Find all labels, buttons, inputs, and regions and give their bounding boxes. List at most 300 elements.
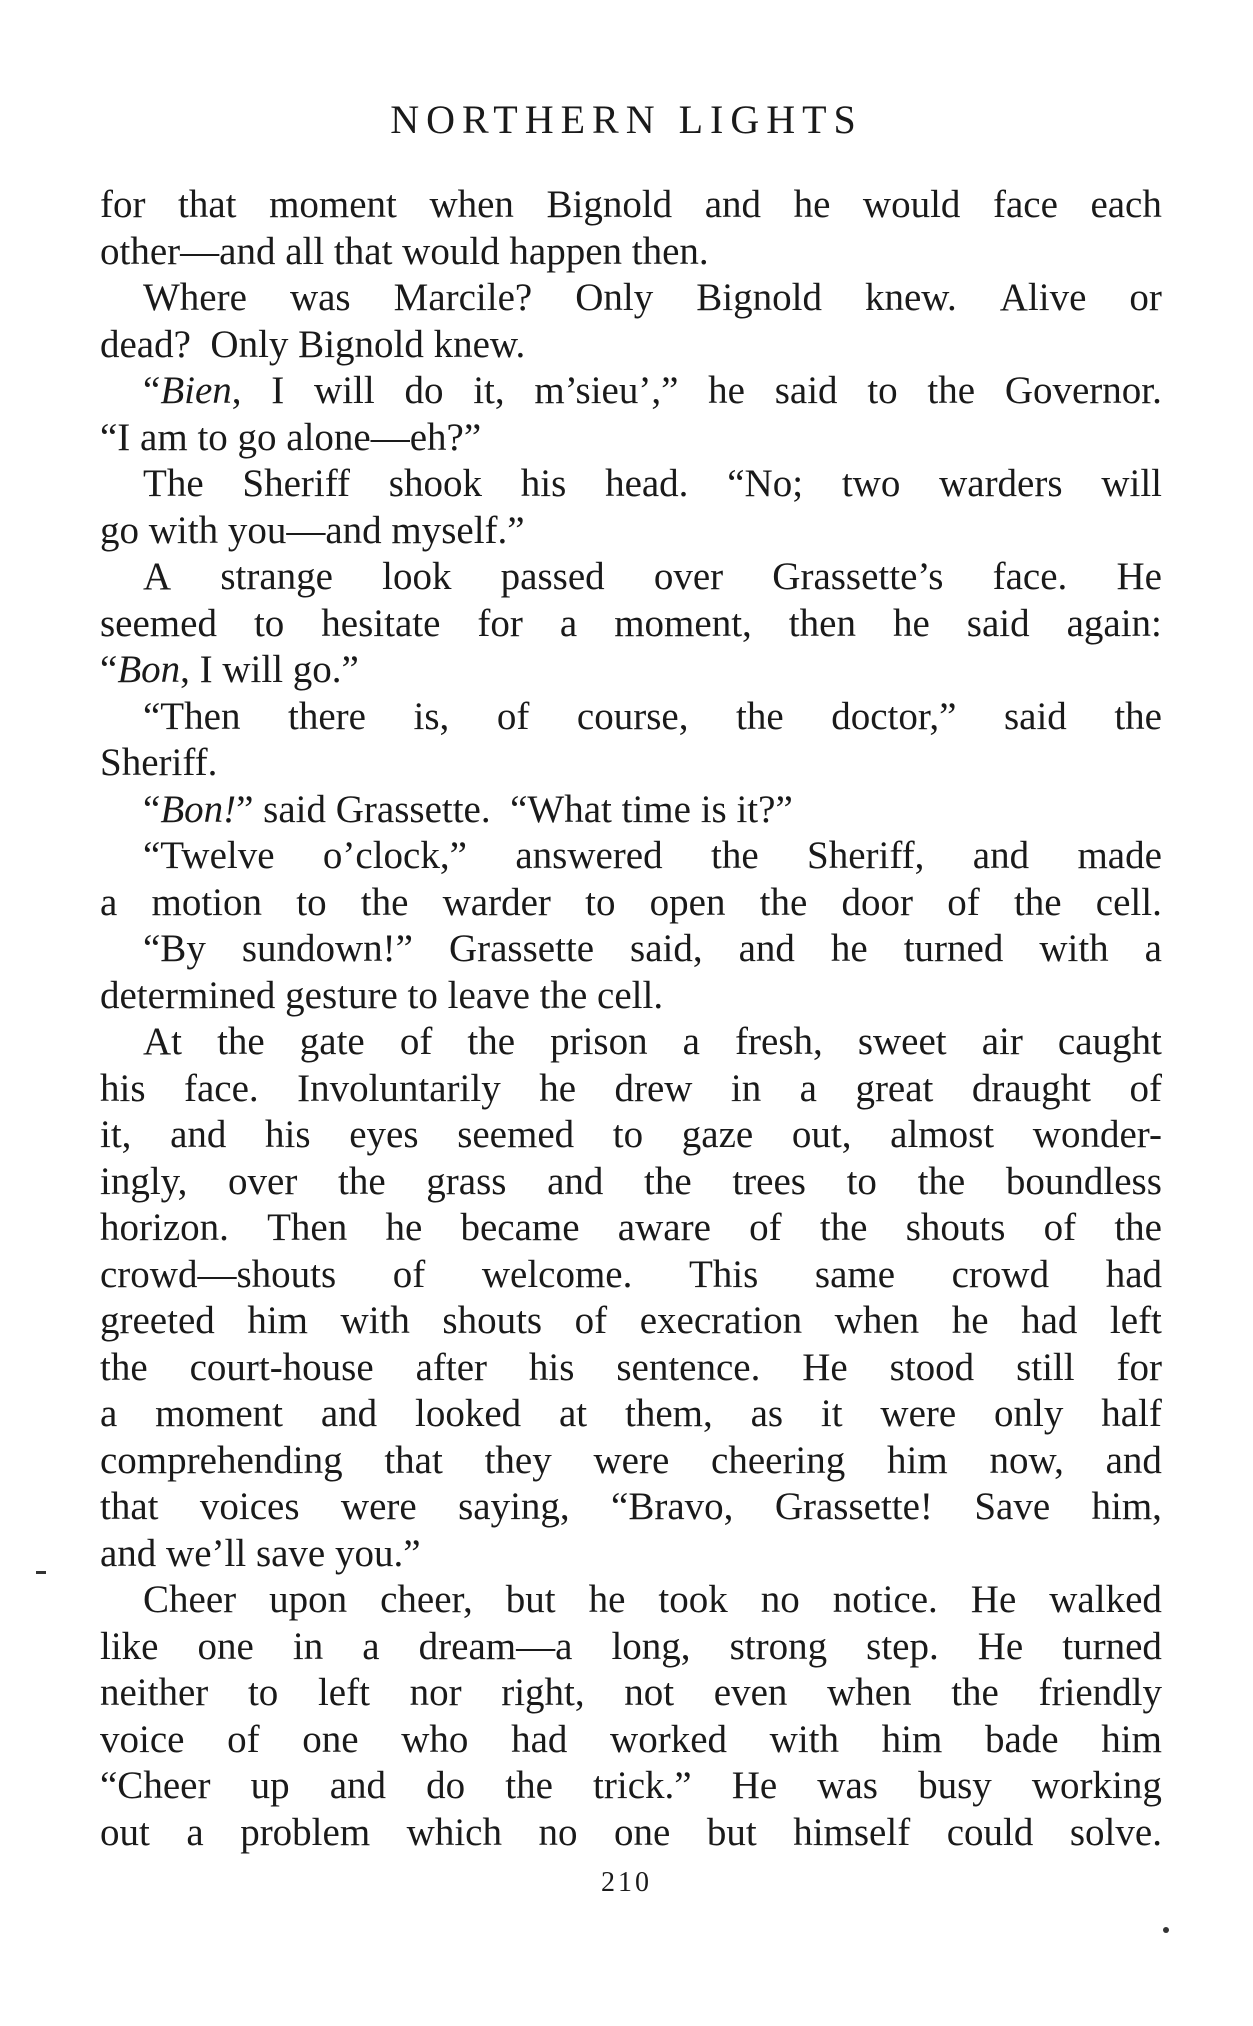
text-line bbox=[100, 508, 1162, 555]
word: passed bbox=[500, 555, 605, 598]
word: to bbox=[253, 601, 285, 645]
word: with bbox=[769, 1717, 840, 1761]
word: had bbox=[1105, 1252, 1162, 1296]
word: the bbox=[217, 1020, 265, 1063]
word: one bbox=[302, 1717, 359, 1761]
word: the bbox=[951, 1671, 999, 1714]
word: still bbox=[1016, 1345, 1075, 1389]
word: look bbox=[382, 555, 452, 598]
word: his bbox=[265, 1113, 311, 1156]
ink-speck bbox=[1163, 1927, 1169, 1933]
word: face bbox=[992, 183, 1058, 226]
word: who bbox=[401, 1717, 469, 1761]
word: will bbox=[314, 369, 375, 412]
word: of bbox=[1129, 1066, 1162, 1110]
word: said bbox=[774, 369, 838, 412]
word: his bbox=[100, 1066, 146, 1110]
word: he bbox=[951, 1299, 989, 1342]
word: and bbox=[320, 1392, 378, 1435]
word: He bbox=[731, 1764, 778, 1807]
word: were bbox=[340, 1485, 417, 1528]
text-line bbox=[100, 1577, 1162, 1624]
word: boundless bbox=[1005, 1159, 1162, 1203]
word: one bbox=[197, 1624, 254, 1668]
word: ingly, bbox=[100, 1159, 188, 1203]
word: draught bbox=[971, 1066, 1091, 1110]
word: shouts bbox=[905, 1206, 1006, 1249]
word: it, bbox=[473, 369, 505, 412]
body-text bbox=[100, 182, 1162, 1856]
word: drew bbox=[614, 1066, 693, 1110]
word: Bignold bbox=[546, 183, 673, 226]
running-head: NORTHERN LIGHTS bbox=[390, 97, 863, 142]
text-line bbox=[100, 787, 1162, 834]
word: Where bbox=[143, 276, 247, 319]
word: comprehending bbox=[100, 1438, 343, 1482]
word: to bbox=[867, 369, 898, 412]
word: they bbox=[484, 1438, 552, 1482]
word: face. bbox=[183, 1066, 259, 1110]
word: working bbox=[1031, 1764, 1162, 1807]
word: motion bbox=[151, 880, 263, 924]
word: execration bbox=[639, 1299, 803, 1342]
word: the bbox=[505, 1764, 553, 1807]
word: the bbox=[927, 369, 976, 412]
word: or bbox=[1129, 276, 1162, 319]
text-line bbox=[100, 1112, 1162, 1159]
word: said bbox=[1003, 694, 1067, 738]
word: of bbox=[392, 1252, 426, 1296]
word: do bbox=[404, 369, 444, 412]
word: head. bbox=[605, 462, 689, 505]
text-line bbox=[100, 1019, 1162, 1066]
word: “Bravo, bbox=[611, 1485, 734, 1528]
word: bade bbox=[985, 1717, 1059, 1761]
word: the bbox=[644, 1159, 692, 1203]
word: a bbox=[682, 1020, 700, 1063]
word: of bbox=[496, 694, 530, 738]
text-line bbox=[100, 833, 1162, 880]
text-line bbox=[100, 1624, 1162, 1671]
text-line bbox=[100, 1717, 1162, 1764]
word: grass bbox=[426, 1159, 507, 1203]
word: the bbox=[917, 1159, 966, 1203]
word: would bbox=[862, 183, 961, 226]
word: for bbox=[1116, 1345, 1162, 1389]
word: answered bbox=[515, 834, 663, 877]
word: the bbox=[360, 880, 409, 924]
word: that bbox=[384, 1438, 443, 1482]
word: Only bbox=[575, 276, 654, 319]
word: for bbox=[100, 183, 146, 226]
word: Save bbox=[974, 1485, 1051, 1528]
word: there bbox=[288, 694, 366, 738]
word: seemed bbox=[457, 1113, 575, 1156]
word: to bbox=[585, 880, 616, 924]
word: again: bbox=[1066, 601, 1162, 645]
word: solve. bbox=[1069, 1810, 1162, 1854]
word: but bbox=[505, 1578, 556, 1621]
word: that bbox=[178, 183, 237, 226]
word: Sheriff, bbox=[807, 834, 925, 877]
word: Marcile? bbox=[393, 276, 533, 319]
word: prison bbox=[550, 1020, 648, 1063]
word: said, bbox=[630, 927, 703, 970]
text-line bbox=[100, 275, 1162, 322]
margin-mark bbox=[36, 1571, 46, 1574]
word: eyes bbox=[349, 1113, 419, 1156]
word: of bbox=[947, 880, 980, 924]
word: horizon. bbox=[100, 1206, 229, 1249]
word: in bbox=[292, 1624, 324, 1668]
word: him bbox=[1101, 1717, 1162, 1761]
line-text: “I am to go alone—eh?” bbox=[100, 415, 482, 459]
word: shook bbox=[388, 462, 482, 505]
word: moment, bbox=[614, 601, 752, 645]
text-line bbox=[100, 1670, 1162, 1717]
word: but bbox=[706, 1810, 757, 1854]
word: trick.” bbox=[593, 1764, 692, 1807]
word: the bbox=[1114, 1206, 1162, 1249]
word: voices bbox=[199, 1485, 300, 1528]
word: seemed bbox=[100, 601, 217, 645]
word: were bbox=[880, 1392, 957, 1435]
word: with bbox=[340, 1299, 410, 1342]
word: a bbox=[186, 1810, 204, 1854]
text-line bbox=[100, 973, 1162, 1020]
word: one bbox=[614, 1810, 671, 1854]
word: he bbox=[708, 369, 745, 412]
text-line bbox=[100, 1345, 1162, 1392]
word: and bbox=[1105, 1438, 1162, 1482]
word: Alive bbox=[999, 276, 1087, 319]
text-line bbox=[100, 461, 1162, 508]
word: were bbox=[593, 1438, 670, 1482]
word: was bbox=[289, 276, 351, 319]
word: wonder- bbox=[1032, 1113, 1162, 1156]
word: had bbox=[1021, 1299, 1078, 1342]
word: now, bbox=[989, 1438, 1064, 1482]
text-line bbox=[100, 601, 1162, 648]
word: it, bbox=[100, 1113, 132, 1156]
word: to bbox=[296, 880, 327, 924]
word: a bbox=[799, 1066, 817, 1110]
word: Grassette’s bbox=[772, 555, 944, 598]
word: walked bbox=[1049, 1578, 1162, 1621]
word: crowd bbox=[951, 1252, 1050, 1296]
word: sentence. bbox=[616, 1345, 761, 1389]
word: himself bbox=[793, 1810, 911, 1854]
word: long, bbox=[611, 1624, 691, 1668]
word: The bbox=[143, 462, 204, 505]
word: strong bbox=[729, 1624, 828, 1668]
word: cheer, bbox=[380, 1578, 473, 1621]
text-line bbox=[100, 1298, 1162, 1345]
word: voice bbox=[100, 1717, 185, 1761]
word: gaze bbox=[681, 1113, 754, 1156]
word: when bbox=[827, 1671, 912, 1714]
word: a bbox=[100, 1392, 118, 1435]
word: “Twelve bbox=[143, 834, 275, 877]
word: he bbox=[892, 601, 930, 645]
word: two bbox=[841, 462, 901, 505]
text-line bbox=[100, 1531, 1162, 1578]
word: even bbox=[713, 1671, 788, 1714]
text-line bbox=[100, 229, 1162, 276]
word: him bbox=[887, 1438, 948, 1482]
word: for bbox=[477, 601, 523, 645]
word: looked bbox=[414, 1392, 522, 1435]
word: welcome. bbox=[481, 1252, 633, 1296]
text-line bbox=[100, 1159, 1162, 1206]
word: m’sieu’,” bbox=[534, 369, 679, 412]
line-text: other—and all that would happen then. bbox=[100, 229, 709, 273]
line-text: determined gesture to leave the cell. bbox=[100, 973, 664, 1017]
word: a bbox=[362, 1624, 380, 1668]
text-line bbox=[100, 368, 1162, 415]
word: the bbox=[100, 1345, 148, 1389]
word: trees bbox=[732, 1159, 806, 1203]
word: crowd—shouts bbox=[100, 1252, 337, 1296]
word: the bbox=[759, 880, 808, 924]
word: his bbox=[528, 1345, 575, 1389]
text-line bbox=[100, 1391, 1162, 1438]
word: gate bbox=[299, 1020, 365, 1063]
word: took bbox=[658, 1578, 728, 1621]
word: “Then bbox=[143, 694, 241, 738]
word: hesitate bbox=[321, 601, 441, 645]
text-line bbox=[100, 880, 1162, 927]
word: court-house bbox=[189, 1345, 374, 1389]
line-text: “Bon!” said Grassette. “What time is it?” bbox=[143, 787, 793, 831]
text-line bbox=[100, 1438, 1162, 1485]
word: is, bbox=[413, 694, 450, 738]
text-line bbox=[100, 740, 1162, 787]
word: and bbox=[738, 927, 795, 970]
text-line bbox=[100, 1252, 1162, 1299]
word: turned bbox=[903, 927, 1004, 970]
word: warder bbox=[442, 880, 551, 924]
word: Involuntarily bbox=[297, 1066, 501, 1110]
word: knew. bbox=[865, 276, 957, 319]
line-text: and we’ll save you.” bbox=[100, 1531, 421, 1575]
word: he bbox=[588, 1578, 626, 1621]
word: open bbox=[649, 880, 726, 924]
word: his bbox=[520, 462, 567, 505]
word: with bbox=[1039, 927, 1109, 970]
word: saying, bbox=[458, 1485, 570, 1528]
word: turned bbox=[1062, 1624, 1162, 1668]
word: worked bbox=[610, 1717, 728, 1761]
word: that bbox=[100, 1485, 159, 1528]
word: the bbox=[710, 834, 759, 877]
word: strange bbox=[220, 555, 333, 598]
word: sweet bbox=[857, 1020, 947, 1063]
text-line bbox=[100, 1810, 1162, 1857]
word: he bbox=[385, 1206, 423, 1249]
word: no bbox=[538, 1810, 578, 1854]
word: upon bbox=[269, 1578, 348, 1621]
word: and bbox=[704, 183, 762, 226]
word: friendly bbox=[1038, 1671, 1162, 1714]
word: was bbox=[817, 1764, 878, 1807]
word: he bbox=[793, 183, 831, 226]
word: cheering bbox=[711, 1438, 846, 1482]
word: became bbox=[460, 1206, 580, 1249]
word: moment bbox=[155, 1392, 283, 1435]
word: each bbox=[1090, 183, 1162, 226]
word: almost bbox=[890, 1113, 995, 1156]
word: out, bbox=[791, 1113, 852, 1156]
word: “Bien, bbox=[143, 369, 242, 412]
word: nor bbox=[409, 1671, 462, 1714]
word: “Cheer bbox=[100, 1764, 211, 1807]
word: the bbox=[1114, 694, 1162, 738]
word: step. bbox=[866, 1624, 939, 1668]
line-text: Sheriff. bbox=[100, 741, 218, 784]
word: moment bbox=[269, 183, 397, 226]
word: fresh, bbox=[735, 1020, 823, 1063]
word: over bbox=[228, 1159, 298, 1203]
word: to bbox=[612, 1113, 644, 1156]
page-number: 210 bbox=[601, 1867, 652, 1898]
word: Grassette bbox=[448, 927, 595, 970]
word: not bbox=[624, 1671, 675, 1714]
word: Bignold bbox=[696, 276, 822, 319]
text-line bbox=[100, 1205, 1162, 1252]
word: do bbox=[426, 1764, 466, 1807]
word: dream—a bbox=[418, 1624, 573, 1668]
word: He bbox=[970, 1578, 1017, 1621]
word: said bbox=[966, 601, 1030, 645]
word: of bbox=[227, 1717, 260, 1761]
word: will bbox=[1101, 462, 1162, 505]
word: greeted bbox=[100, 1299, 215, 1342]
word: had bbox=[511, 1717, 568, 1761]
word: the bbox=[467, 1020, 516, 1063]
text-line bbox=[100, 1763, 1162, 1810]
word: like bbox=[100, 1624, 159, 1668]
word: in bbox=[730, 1066, 762, 1110]
word: left bbox=[317, 1671, 370, 1714]
word: the bbox=[736, 694, 784, 738]
word: of bbox=[399, 1020, 433, 1063]
word: Cheer bbox=[143, 1578, 237, 1621]
text-line bbox=[100, 322, 1162, 369]
word: right, bbox=[501, 1671, 585, 1714]
word: Governor. bbox=[1004, 369, 1162, 412]
word: up bbox=[250, 1764, 290, 1807]
word: at bbox=[558, 1392, 588, 1435]
word: and bbox=[972, 834, 1030, 877]
word: He bbox=[1116, 555, 1162, 598]
text-line bbox=[100, 1066, 1162, 1113]
word: o’clock,” bbox=[322, 834, 467, 877]
word: Sheriff bbox=[242, 462, 351, 505]
word: after bbox=[415, 1345, 488, 1389]
word: aware bbox=[617, 1206, 711, 1249]
word: At bbox=[143, 1020, 182, 1063]
word: a bbox=[1144, 927, 1162, 970]
word: the bbox=[819, 1206, 868, 1249]
word: which bbox=[406, 1810, 502, 1854]
line-text: go with you—and myself.” bbox=[100, 508, 525, 552]
word: problem bbox=[240, 1810, 371, 1854]
word: left bbox=[1109, 1299, 1162, 1342]
word: course, bbox=[576, 694, 689, 738]
word: the bbox=[1013, 880, 1062, 924]
word: a bbox=[559, 601, 578, 645]
word: same bbox=[814, 1252, 896, 1296]
word: them, bbox=[624, 1392, 713, 1435]
text-line bbox=[100, 415, 1162, 462]
word: “By bbox=[143, 927, 206, 970]
word: it bbox=[820, 1392, 843, 1435]
word: a bbox=[100, 880, 118, 924]
text-line bbox=[100, 182, 1162, 229]
text-line bbox=[100, 647, 1162, 694]
word: half bbox=[1101, 1392, 1162, 1435]
word: notice. bbox=[832, 1578, 938, 1621]
word: to bbox=[247, 1671, 279, 1714]
word: sundown!” bbox=[241, 927, 413, 970]
word: he bbox=[830, 927, 868, 970]
word: as bbox=[750, 1392, 784, 1435]
word: air bbox=[981, 1020, 1023, 1063]
word: warders bbox=[939, 462, 1063, 505]
line-text: “Bon, I will go.” bbox=[100, 648, 359, 691]
word: could bbox=[946, 1810, 1034, 1854]
word: to bbox=[846, 1159, 877, 1203]
word: shouts bbox=[442, 1299, 543, 1342]
word: made bbox=[1077, 834, 1162, 877]
word: out bbox=[100, 1810, 150, 1854]
word: him bbox=[247, 1299, 308, 1342]
word: busy bbox=[918, 1764, 992, 1807]
text-line bbox=[100, 554, 1162, 601]
text-line bbox=[100, 926, 1162, 973]
word: over bbox=[653, 555, 724, 598]
word: then bbox=[788, 601, 856, 645]
word: of bbox=[749, 1206, 782, 1249]
word: He bbox=[802, 1345, 848, 1389]
word: stood bbox=[889, 1345, 975, 1389]
text-line bbox=[100, 1484, 1162, 1531]
word: of bbox=[1043, 1206, 1077, 1249]
word: He bbox=[977, 1624, 1024, 1668]
word: the bbox=[337, 1159, 386, 1203]
line-text: dead? Only Bignold knew. bbox=[100, 322, 526, 366]
word: “No; bbox=[727, 462, 804, 505]
word: face. bbox=[992, 555, 1068, 598]
word: and bbox=[329, 1764, 386, 1807]
word: This bbox=[688, 1252, 759, 1296]
word: door bbox=[841, 880, 914, 924]
word: when bbox=[834, 1299, 920, 1342]
word: caught bbox=[1057, 1020, 1162, 1063]
word: of bbox=[574, 1299, 608, 1342]
word: and bbox=[170, 1113, 227, 1156]
word: Then bbox=[267, 1206, 348, 1249]
word: great bbox=[855, 1066, 934, 1110]
word: A bbox=[143, 555, 172, 598]
word: cell. bbox=[1095, 880, 1162, 924]
word: he bbox=[539, 1066, 576, 1110]
word: neither bbox=[100, 1671, 209, 1714]
word: doctor,” bbox=[831, 694, 957, 738]
word: no bbox=[760, 1578, 800, 1621]
word: only bbox=[994, 1392, 1064, 1435]
